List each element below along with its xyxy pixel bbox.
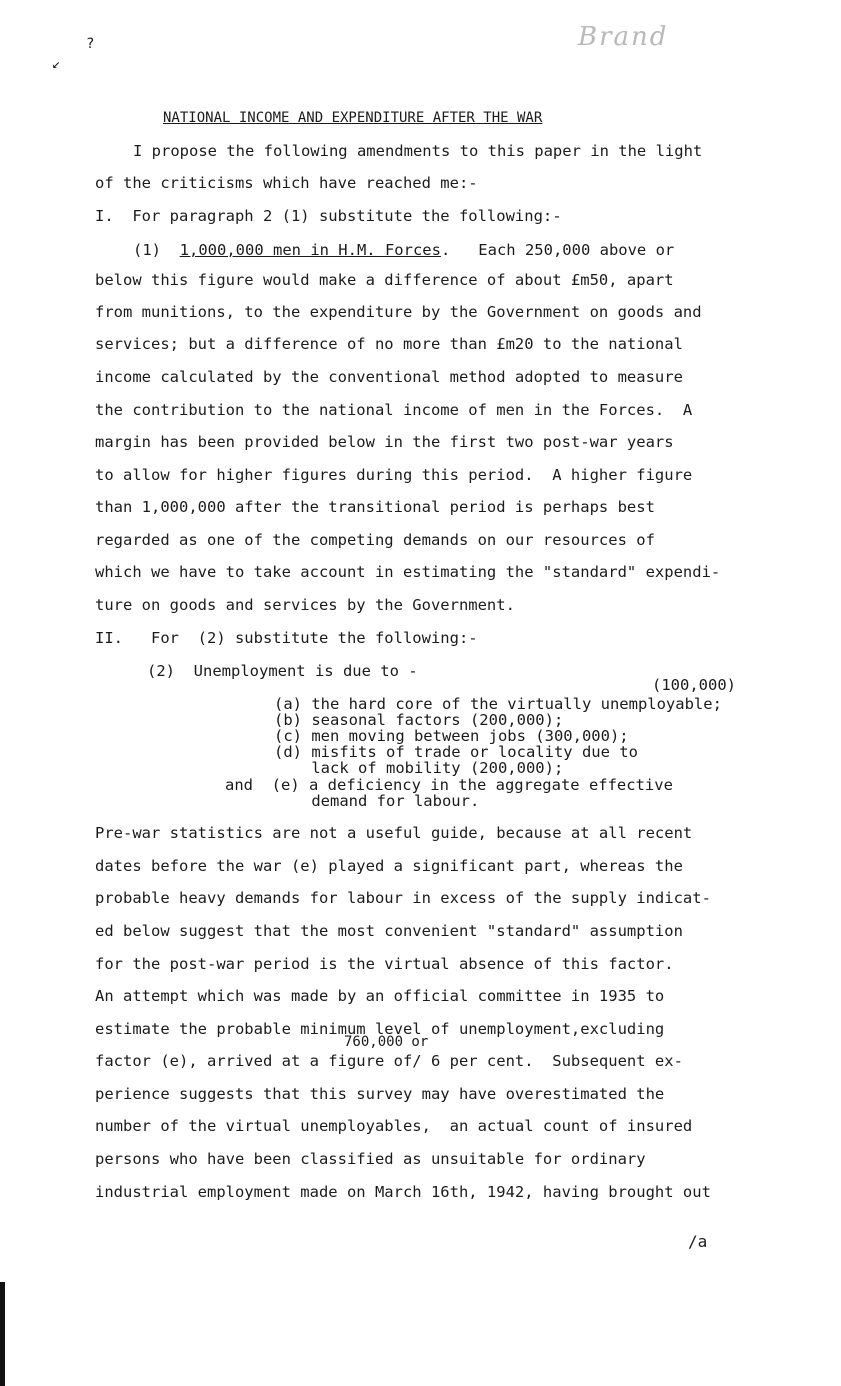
inserted-figure: 760,000 or bbox=[344, 1034, 429, 1050]
text-line: Pre-war statistics are not a useful guide, because at all recent bbox=[95, 824, 693, 842]
handwritten-annotation: Brand bbox=[578, 22, 669, 52]
item-heading: 1,000,000 men in H.M. Forces bbox=[179, 241, 441, 259]
text-line: ture on goods and services by the Government. bbox=[95, 596, 515, 614]
text-line: for the post-war period is the virtual absence of this factor. bbox=[95, 955, 674, 973]
page-title: NATIONAL INCOME AND EXPENDITURE AFTER THE WAR bbox=[163, 110, 543, 126]
text-line: factor (e), arrived at a figure of/ 6 per cent. Subsequent ex- bbox=[95, 1052, 683, 1070]
text-line: I. For paragraph 2 (1) substitute the following:- bbox=[95, 207, 562, 225]
text-line: regarded as one of the competing demands on our resources of bbox=[95, 531, 655, 549]
text-line: (2) Unemployment is due to - bbox=[147, 662, 418, 680]
list-item-e: and (e) a deficiency in the aggregate effective bbox=[225, 776, 673, 794]
text-line: from munitions, to the expenditure by the Government on goods and bbox=[95, 303, 702, 321]
text-line: II. For (2) substitute the following:- bbox=[95, 629, 478, 647]
margin-mark-question: ? bbox=[86, 36, 95, 52]
text-line: number of the virtual unemployables, an actual count of insured bbox=[95, 1117, 693, 1135]
text-line: which we have to take account in estimating the "standard" expendi- bbox=[95, 563, 721, 581]
text-line-item-1 bbox=[133, 240, 674, 260]
text-line: margin has been provided below in the first two post-war years bbox=[95, 433, 674, 451]
text-line: dates before the war (e) played a significant part, whereas the bbox=[95, 857, 683, 875]
scan-edge bbox=[0, 1282, 5, 1386]
text-line: of the criticisms which have reached me:- bbox=[95, 174, 478, 192]
text-line: estimate the probable minimum level of unemployment,excluding bbox=[95, 1020, 665, 1038]
text-line: persons who have been classified as unsuitable for ordinary bbox=[95, 1150, 646, 1168]
page-continuation-mark: /a bbox=[688, 1232, 708, 1251]
text-line: below this figure would make a difference of about £m50, apart bbox=[95, 271, 674, 289]
margin-mark-arrow-icon: ↙ bbox=[52, 56, 61, 72]
text-line: than 1,000,000 after the transitional period is perhaps best bbox=[95, 498, 655, 516]
list-item-d: (d) misfits of trade or locality due to bbox=[274, 743, 638, 761]
list-item-d-cont: lack of mobility (200,000); bbox=[274, 759, 564, 777]
list-item-e-cont: demand for labour. bbox=[274, 792, 480, 810]
text-line: I propose the following amendments to this paper in the light bbox=[133, 142, 703, 160]
text-line: to allow for higher figures during this period. A higher figure bbox=[95, 466, 693, 484]
list-item-b: (b) seasonal factors (200,000); bbox=[274, 711, 564, 729]
item-text: . Each 250,000 above or bbox=[440, 241, 675, 259]
text-line: ed below suggest that the most convenient "standard" assumption bbox=[95, 922, 683, 940]
list-item-a: (a) the hard core of the virtually unemployable; bbox=[274, 695, 722, 713]
inserted-figure: (100,000) bbox=[652, 676, 736, 694]
text-line: perience suggests that this survey may have overestimated the bbox=[95, 1085, 665, 1103]
text-line: the contribution to the national income of men in the Forces. A bbox=[95, 401, 693, 419]
text-line: services; but a difference of no more than £m20 to the national bbox=[95, 335, 683, 353]
text-line: An attempt which was made by an official committee in 1935 to bbox=[95, 987, 665, 1005]
item-number: (1) bbox=[133, 241, 180, 259]
text-line: industrial employment made on March 16th, 1942, having brought out bbox=[95, 1183, 711, 1201]
list-item-c: (c) men moving between jobs (300,000); bbox=[274, 727, 629, 745]
text-line: income calculated by the conventional method adopted to measure bbox=[95, 368, 683, 386]
text-line: probable heavy demands for labour in excess of the supply indicat- bbox=[95, 889, 711, 907]
